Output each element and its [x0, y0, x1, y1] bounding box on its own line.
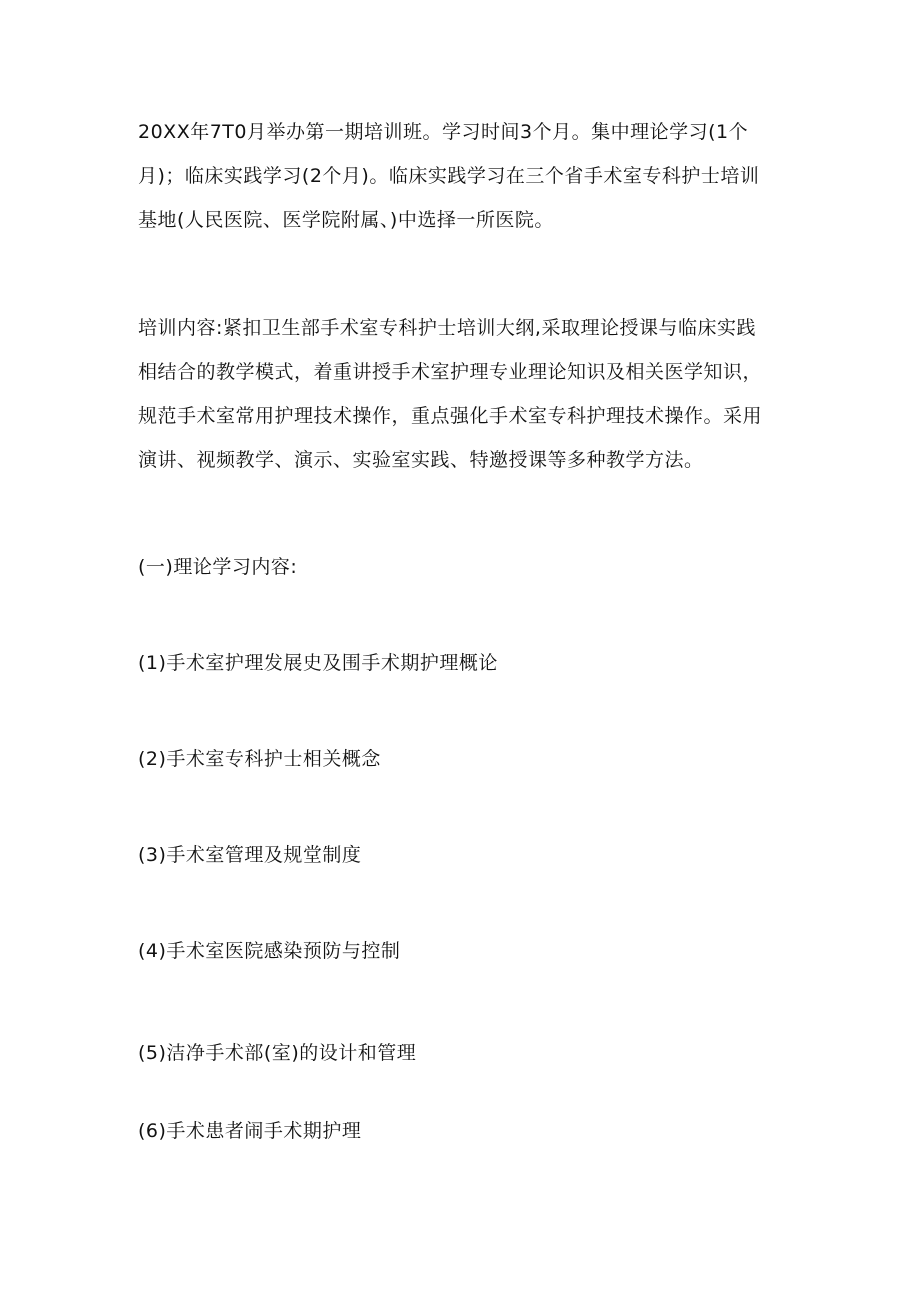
paragraph-line: 基地(人民医院、医学院附属、)中选择一所医院。: [138, 209, 554, 231]
paragraph-line: 演讲、视频教学、演示、实验室实践、特邀授课等多种教学方法。: [138, 449, 704, 471]
list-item: (2)手术室专科护士相关概念: [138, 748, 381, 770]
paragraph-line: 规范手术室常用护理技术操作，重点强化手术室专科护理技术操作。采用: [138, 405, 763, 427]
list-item: (1)手术室护理发展史及围手术期护理概论: [138, 652, 498, 674]
paragraph-line: 培训内容:紧扣卫生部手术室专科护士培训大纲,采取理论授课与临床实践: [138, 317, 756, 339]
list-item: (5)洁净手术部(室)的设计和管理: [138, 1042, 417, 1064]
list-item: (6)手术患者闹手术期护理: [138, 1120, 362, 1142]
paragraph-line: 月)；临床实践学习(2个月)。临床实践学习在三个省手术室专科护士培训: [138, 165, 760, 187]
paragraph-line: 相结合的教学模式，着重讲授手术室护理专业理论知识及相关医学知识，: [138, 361, 763, 383]
section-heading: (一)理论学习内容:: [138, 556, 298, 578]
list-item: (3)手术室管理及规堂制度: [138, 844, 362, 866]
list-item: (4)手术室医院感染预防与控制: [138, 940, 401, 962]
paragraph-training-content: [138, 306, 798, 482]
paragraph-line: 20XX年7T0月举办第一期培训班。学习时间3个月。集中理论学习(1个: [138, 121, 749, 143]
paragraph-training-schedule: [138, 110, 798, 242]
